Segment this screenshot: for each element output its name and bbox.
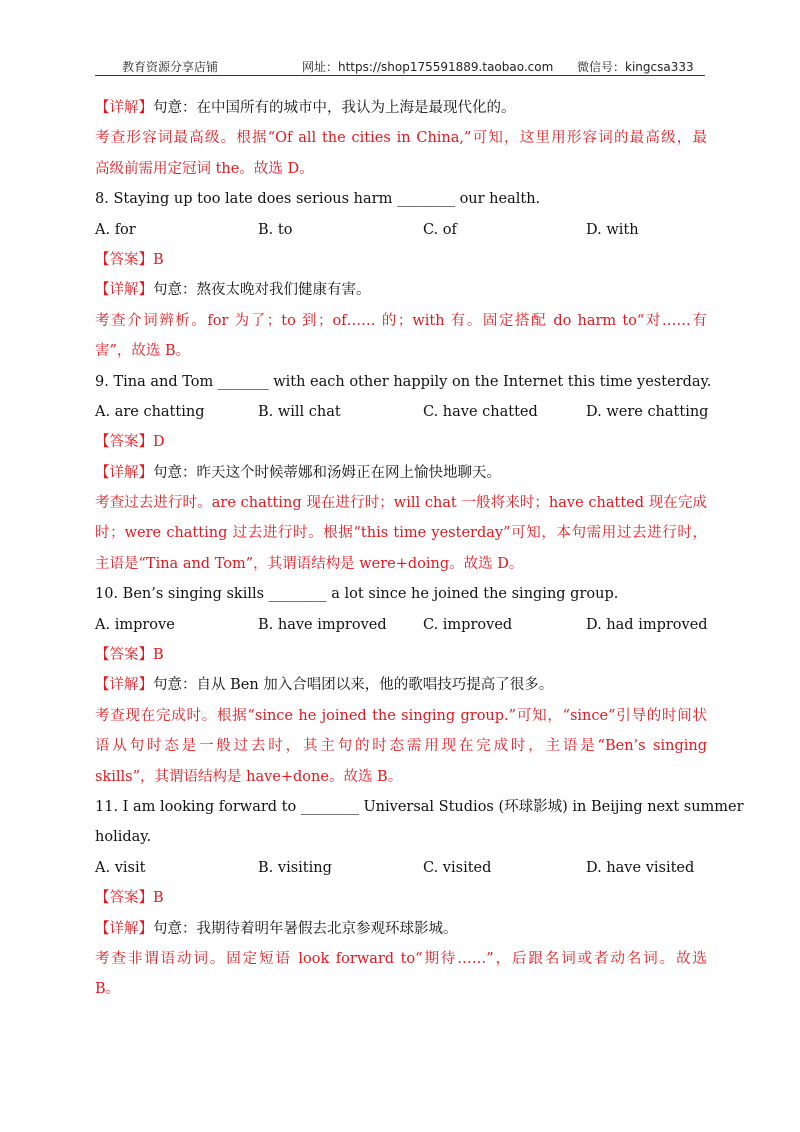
header-wechat: 微信号：kingcsa333 <box>577 60 694 74</box>
q9-explain-1: 考查过去进行时。are chatting 现在进行时；will chat 一般将来时；have chatted 现在完成 <box>95 495 707 512</box>
q11-options <box>95 853 707 883</box>
q11-option-b: B. visiting <box>258 859 332 876</box>
q8-option-d: D. with <box>586 221 639 238</box>
detail-label: 【详解】 <box>95 677 153 694</box>
detail-label: 【详解】 <box>95 464 153 481</box>
q11-answer <box>95 883 707 913</box>
q9-option-c: C. have chatted <box>423 403 538 420</box>
q11-stem-2: holiday. <box>95 829 152 846</box>
q9-answer-value: D <box>153 434 165 451</box>
header-shop-name: 教育资源分享店铺 <box>122 60 219 74</box>
q11-detail <box>95 914 707 944</box>
q10-answer <box>95 640 707 670</box>
q9-explain-2: 时；were chatting 过去进行时。根据“this time yesterday”可知，本句需用过去进行时， <box>95 525 707 542</box>
q8-answer <box>95 245 707 275</box>
detail-label: 【详解】 <box>95 282 153 299</box>
q8-detail-text: 句意：熬夜太晚对我们健康有害。 <box>153 282 371 299</box>
q7-explain-1: 考查形容词最高级。根据“Of all the cities in China,”可知，这里用形容词的最高级，最 <box>95 130 707 147</box>
q8-explain-2: 害”，故选 B。 <box>95 343 191 360</box>
q10-stem: 10. Ben’s singing skills ________ a lot since he joined the singing group. <box>95 586 619 603</box>
q11-option-d: D. have visited <box>586 859 695 876</box>
q7-detail-text: 句意：在中国所有的城市中，我认为上海是最现代化的。 <box>153 100 516 116</box>
answer-label: 【答案】 <box>95 251 153 268</box>
q10-option-a: A. improve <box>95 616 175 633</box>
q11-option-c: C. visited <box>423 859 492 876</box>
q8-option-b: B. to <box>258 221 293 238</box>
q8-explain-1: 考查介词辨析。for 为了；to 到；of…… 的；with 有。固定搭配 do harm to“对……有 <box>95 312 707 329</box>
q8-detail <box>95 275 707 305</box>
q10-option-c: C. improved <box>423 616 513 633</box>
q9-option-b: B. will chat <box>258 403 341 420</box>
q8-option-a: A. for <box>95 221 136 238</box>
q9-answer <box>95 427 707 457</box>
q9-stem: 9. Tina and Tom _______ with each other happily on the Internet this time yesterday. <box>95 373 712 390</box>
document-body <box>95 93 744 1005</box>
q11-explain-1: 考查非谓语动词。固定短语 look forward to“期待……”，后跟名词或者动名词。故选 <box>95 950 707 967</box>
detail-label: 【详解】 <box>95 920 153 937</box>
answer-label: 【答案】 <box>95 647 153 664</box>
q9-detail-text: 句意：昨天这个时候蒂娜和汤姆正在网上愉快地聊天。 <box>153 464 501 481</box>
q8-options <box>95 215 707 245</box>
q8-option-c: C. of <box>423 221 457 238</box>
q10-explain-3: skills”，其谓语结构是 have+done。故选 B。 <box>95 768 403 785</box>
header-url[interactable]: 网址：https://shop175591889.taobao.com <box>302 60 554 74</box>
q10-option-b: B. have improved <box>258 616 387 633</box>
q9-explain-3: 主语是“Tina and Tom”，其谓语结构是 were+doing。故选 D。 <box>95 555 524 572</box>
q7-detail <box>95 93 707 123</box>
answer-label: 【答案】 <box>95 890 153 907</box>
q10-detail-text: 句意：自从 Ben 加入合唱团以来，他的歌唱技巧提高了很多。 <box>153 677 554 694</box>
q9-detail <box>95 458 707 488</box>
q9-options <box>95 397 707 427</box>
q10-explain-1: 考查现在完成时。根据“since he joined the singing group.”可知，“since”引导的时间状 <box>95 707 707 724</box>
q11-explain-2: B。 <box>95 981 121 998</box>
q11-answer-value: B <box>153 890 164 907</box>
page-header <box>95 56 705 76</box>
q8-stem: 8. Staying up too late does serious harm ________ our health. <box>95 191 541 208</box>
q11-detail-text: 句意：我期待着明年暑假去北京参观环球影城。 <box>153 920 458 937</box>
q10-answer-value: B <box>153 647 164 664</box>
q9-option-a: A. are chatting <box>95 403 205 420</box>
q10-explain-2: 语从句时态是一般过去时，其主句的时态需用现在完成时，主语是“Ben’s singing <box>95 738 707 755</box>
q11-stem-1: 11. I am looking forward to ________ Universal Studios (环球影城) in Beijing next summer <box>95 798 744 815</box>
q9-option-d: D. were chatting <box>586 403 709 420</box>
q11-option-a: A. visit <box>95 859 146 876</box>
q10-options <box>95 610 707 640</box>
q8-answer-value: B <box>153 251 164 268</box>
detail-label: 【详解】 <box>95 100 153 116</box>
q7-explain-2: 高级前需用定冠词 the。故选 D。 <box>95 160 314 177</box>
answer-label: 【答案】 <box>95 434 153 451</box>
q10-option-d: D. had improved <box>586 616 708 633</box>
q10-detail <box>95 670 707 700</box>
